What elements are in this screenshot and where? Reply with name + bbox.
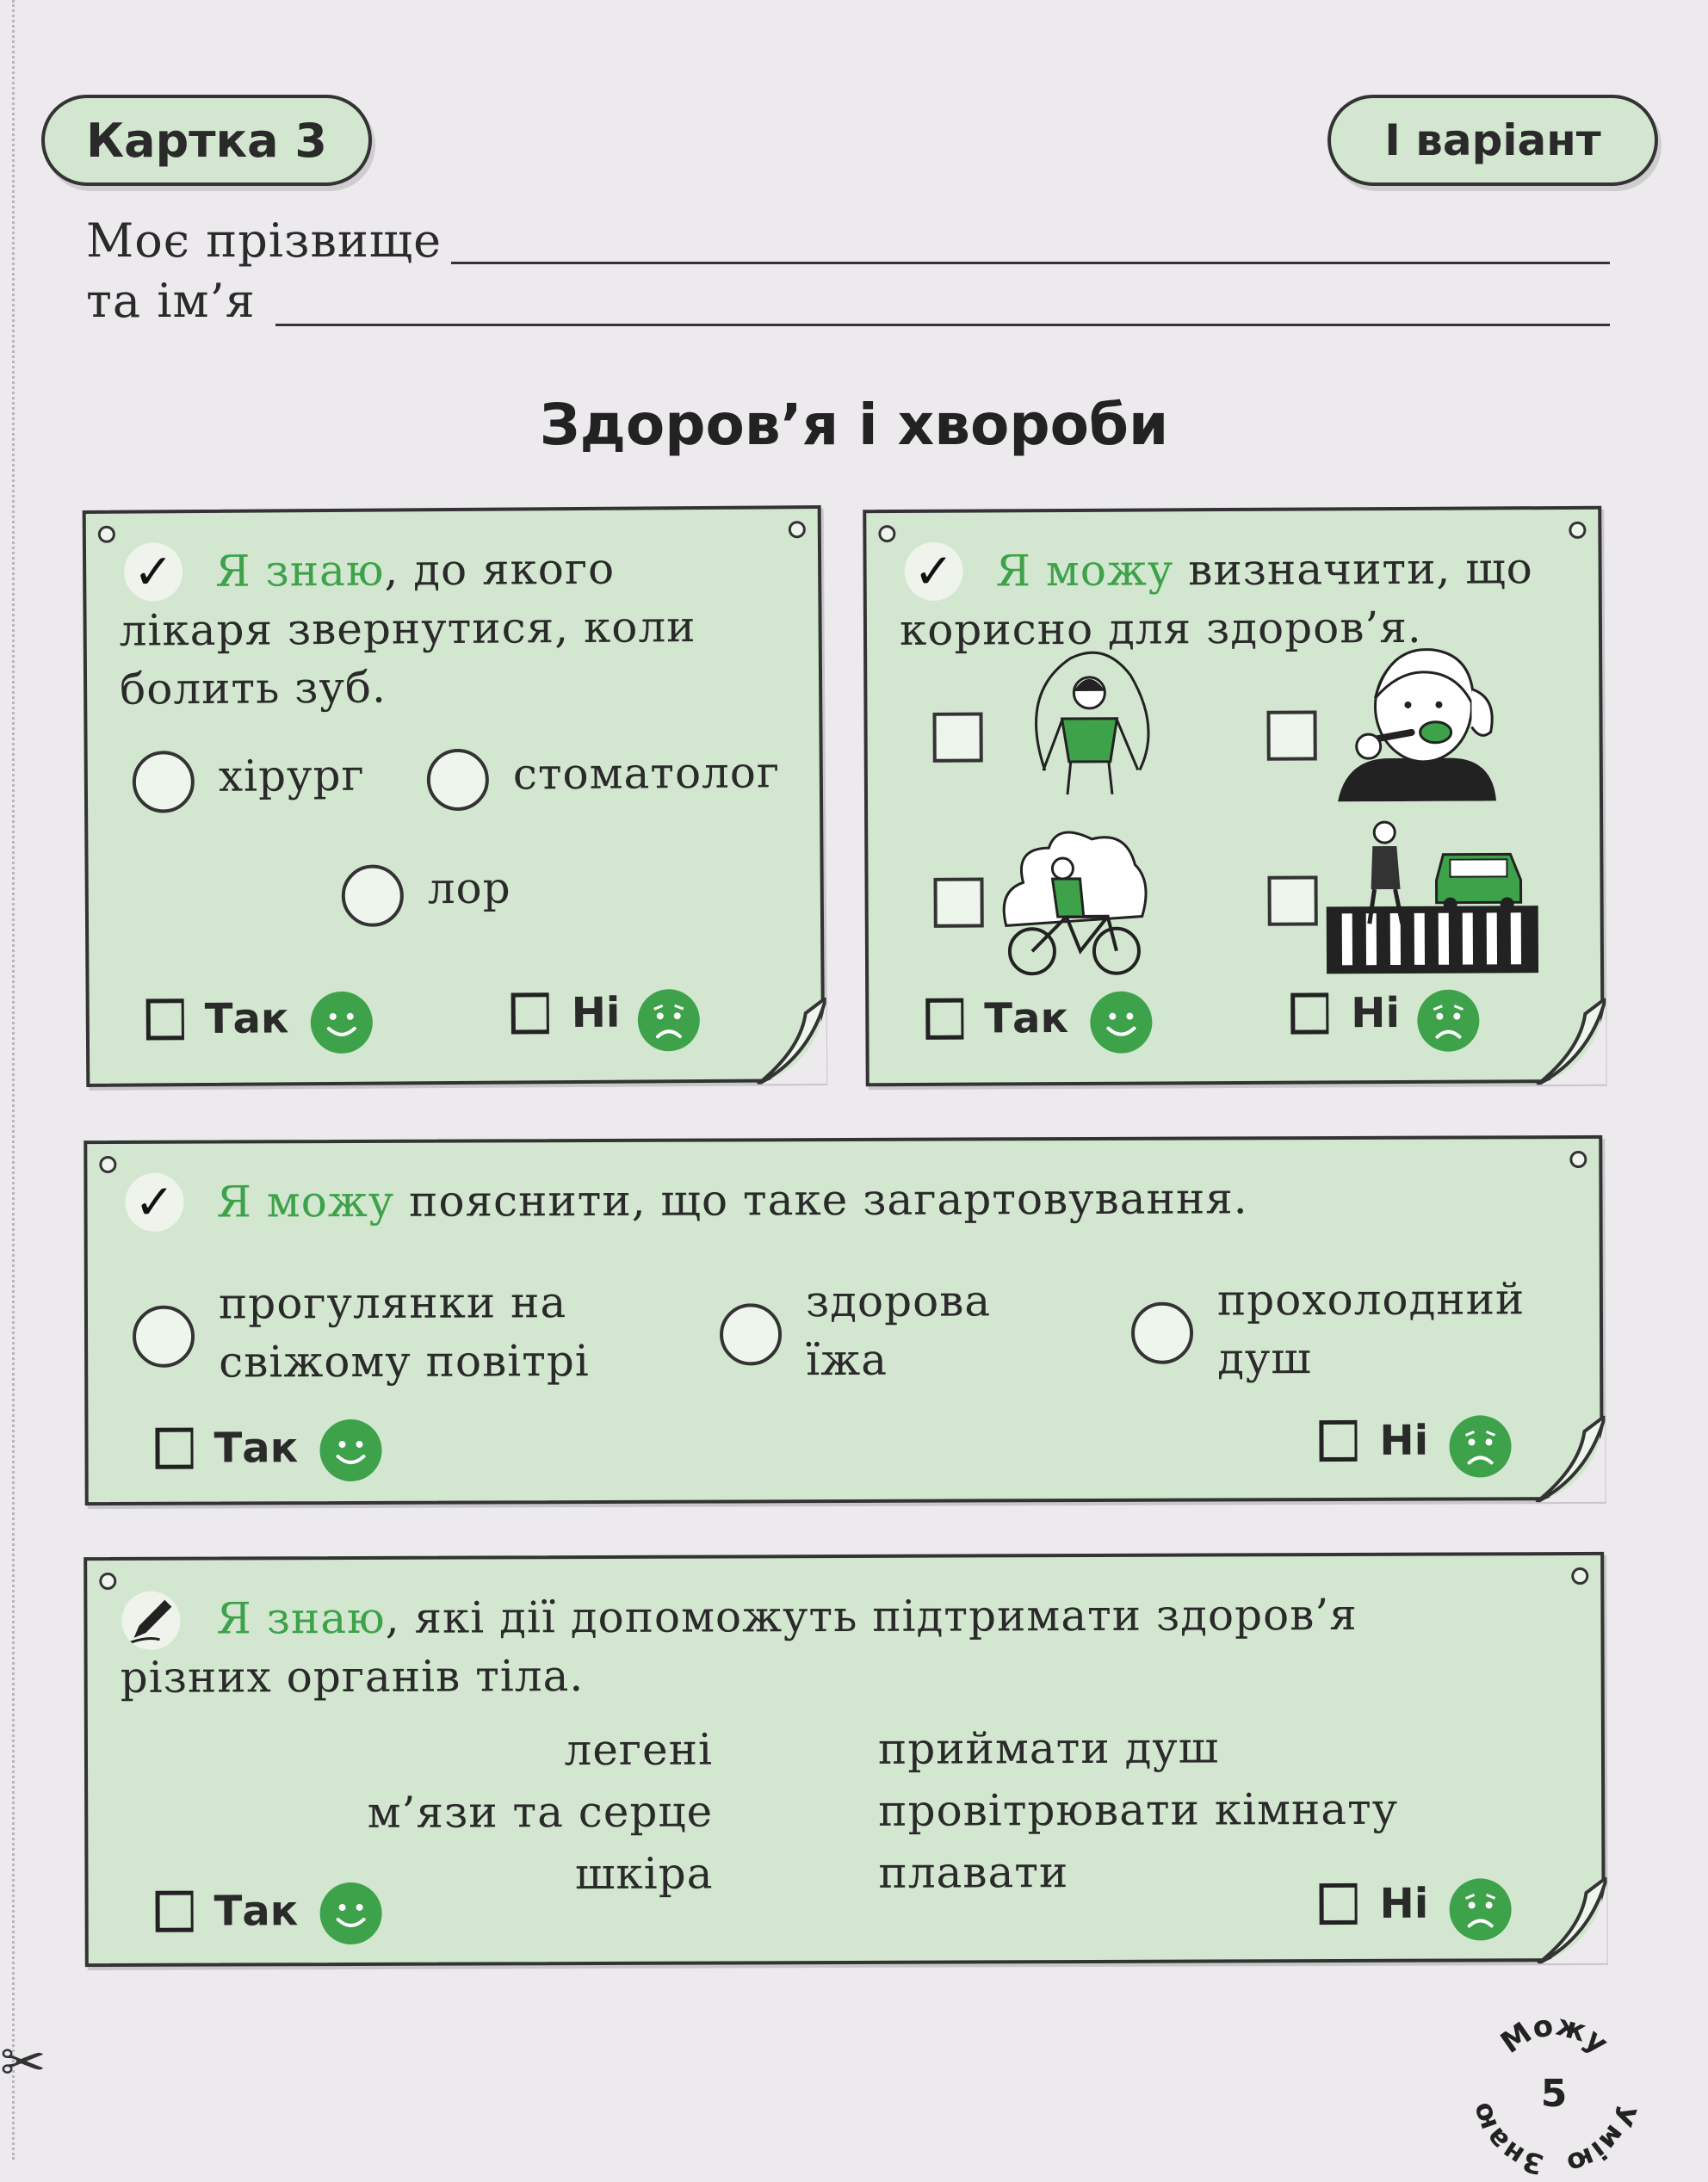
option-radio-ent[interactable]: [342, 864, 405, 927]
page-curl-icon: [723, 998, 827, 1085]
actions-column: [878, 1715, 1533, 1904]
task1-statement: Я знаю, до якого лікаря звернутися, коли болить зуб.: [119, 543, 696, 714]
organ-muscles-heart[interactable]: м’язи та серце: [367, 1786, 714, 1838]
page-edge-dotted-line: [12, 0, 15, 2160]
happy-face-icon: [319, 1882, 382, 1945]
checkmark-icon: ✓: [125, 1173, 183, 1232]
option-label-cool-shower: прохолодний душ: [1216, 1274, 1525, 1384]
yes-checkbox[interactable]: [156, 1891, 194, 1932]
scissors-icon: ✂: [0, 2031, 46, 2095]
task-card-2: [863, 506, 1604, 1086]
pin-icon: [878, 525, 895, 542]
checkmark-icon: ✓: [904, 542, 962, 601]
yes-checkbox[interactable]: [155, 1428, 193, 1469]
page-number: 5: [1540, 2072, 1568, 2116]
option-label: стоматолог: [512, 747, 781, 800]
task-card-4: [84, 1552, 1606, 1967]
girl-brushing-teeth-picture: [1328, 637, 1501, 801]
no-label: Ні: [1379, 1879, 1429, 1928]
badge-word-can: Можу: [1494, 2007, 1615, 2061]
card-number-label: Картка 3: [41, 95, 372, 186]
page-curl-icon: [1501, 1416, 1605, 1502]
no-checkbox[interactable]: [1290, 992, 1328, 1034]
name-input-line[interactable]: [275, 324, 1610, 326]
pin-icon: [99, 1573, 116, 1590]
pedestrian-at-crosswalk-picture: [1324, 819, 1540, 975]
task4-statement: Я знаю, які дії допоможуть підтримати здоров’я різних органів тіла.: [120, 1589, 1358, 1703]
task2-statement: Я можу визначити, що корисно для здоров’я.: [899, 543, 1533, 656]
picture-checkbox-1[interactable]: [932, 713, 982, 763]
picture-checkbox-3[interactable]: [933, 878, 983, 928]
option-label-walks: прогулянки на свіжому повітрі: [218, 1277, 590, 1388]
no-label: Ні: [1379, 1416, 1429, 1465]
no-label: Ні: [1351, 988, 1401, 1038]
option-radio-walks[interactable]: [133, 1306, 195, 1368]
pin-icon: [789, 521, 806, 538]
no-checkbox[interactable]: [1319, 1420, 1357, 1462]
option-radio-dentist[interactable]: [427, 749, 490, 812]
pin-icon: [98, 526, 115, 543]
no-checkbox[interactable]: [511, 992, 549, 1034]
pin-icon: [1569, 1151, 1587, 1168]
yes-checkbox[interactable]: [925, 998, 963, 1040]
task-card-1: [83, 505, 826, 1087]
action-ventilate[interactable]: провітрювати кімнату: [878, 1783, 1399, 1836]
topic-title: Здоров’я і хвороби: [539, 392, 1169, 458]
action-shower[interactable]: приймати душ: [877, 1722, 1220, 1774]
badge-word-know: Знаю: [1464, 2098, 1548, 2181]
task3-statement: Я можу пояснити, що таке загартовування.: [216, 1173, 1248, 1227]
organ-lungs[interactable]: легені: [564, 1724, 714, 1776]
yes-label: Так: [984, 994, 1069, 1043]
task-card-3: [84, 1135, 1603, 1505]
option-radio-cool-shower[interactable]: [1131, 1302, 1193, 1364]
happy-face-icon: [310, 991, 374, 1055]
pin-icon: [1571, 1567, 1588, 1585]
picture-checkbox-2[interactable]: [1266, 710, 1316, 760]
sad-face-icon: [637, 988, 702, 1053]
organ-skin[interactable]: шкіра: [574, 1848, 714, 1900]
svg-text:Можу: [1494, 2008, 1614, 2061]
yes-label: Так: [214, 1424, 299, 1473]
option-label: хірург: [218, 750, 365, 801]
yes-label: Так: [204, 994, 289, 1044]
know-can-do-badge: [1464, 2001, 1644, 2182]
task3-lead: Я можу: [216, 1176, 395, 1227]
happy-face-icon: [1089, 990, 1153, 1054]
name-label: та ім’я: [86, 274, 256, 328]
badge-word-able: Умію: [1562, 2099, 1643, 2181]
page-curl-icon: [1502, 998, 1606, 1085]
option-radio-healthy-food[interactable]: [720, 1303, 782, 1365]
option-radio-surgeon[interactable]: [133, 751, 195, 813]
pin-icon: [99, 1156, 116, 1173]
variant-label: І варіант: [1327, 95, 1658, 186]
task2-lead: Я можу: [995, 545, 1174, 596]
option-label-healthy-food: здорова їжа: [805, 1276, 992, 1386]
action-swim[interactable]: плавати: [878, 1847, 1069, 1898]
pin-icon: [1569, 522, 1586, 539]
surname-input-line[interactable]: [451, 262, 1610, 264]
happy-face-icon: [319, 1419, 382, 1482]
task4-lead: Я знаю: [216, 1592, 386, 1644]
option-label: лор: [427, 862, 511, 914]
no-label: Ні: [571, 988, 621, 1038]
picture-checkbox-4[interactable]: [1267, 875, 1317, 925]
svg-text:Знаю: [1464, 2099, 1547, 2181]
checkmark-icon: ✓: [124, 542, 183, 601]
svg-text:Умію: [1563, 2100, 1643, 2180]
cyclist-in-smoke-picture: [997, 821, 1153, 977]
yes-label: Так: [214, 1887, 299, 1936]
surname-label: Моє прізвище: [86, 213, 442, 268]
task1-lead: Я знаю: [214, 545, 385, 596]
yes-checkbox[interactable]: [146, 998, 184, 1040]
sad-face-icon: [1416, 989, 1480, 1053]
organs-column: [303, 1719, 714, 1907]
no-checkbox[interactable]: [1320, 1883, 1358, 1925]
page-curl-icon: [1503, 1877, 1606, 1963]
jump-rope-girl-picture: [1010, 640, 1166, 796]
